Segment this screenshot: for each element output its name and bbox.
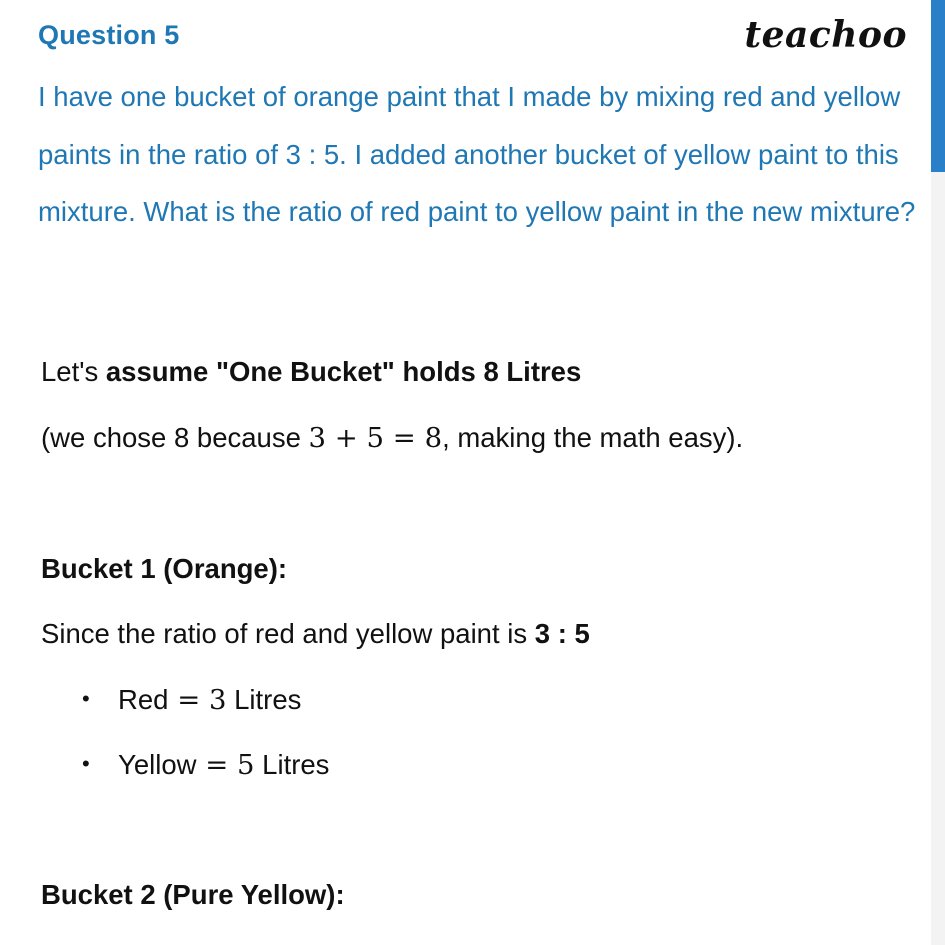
assumption-line [41, 356, 581, 388]
reason-prefix: (we chose 8 because [41, 422, 309, 453]
reason-math: 3 + 5 = 8 [308, 422, 443, 454]
ratio-bold: 3 : 5 [534, 618, 590, 649]
bullet-dot-icon: • [82, 751, 90, 776]
bullet-red-label: Red [118, 684, 169, 715]
reason-line [41, 422, 743, 454]
bullet-yellow-label: Yellow [118, 749, 197, 780]
bullet-red-unit: Litres [226, 684, 302, 715]
bucket1-heading: Bucket 1 (Orange): [41, 553, 288, 584]
assumption-prefix: Let's [41, 356, 106, 387]
question-title: Question 5 [38, 20, 180, 50]
bullet-yellow-unit: Litres [254, 749, 330, 780]
ratio-prefix: Since the ratio of red and yellow paint is [41, 618, 535, 649]
brand-logo: teachoo [744, 14, 907, 56]
scrollbar-track[interactable] [931, 0, 945, 945]
bullet-dot-icon: • [82, 686, 90, 711]
assumption-bold: assume "One Bucket" holds 8 Litres [105, 356, 582, 387]
scrollbar-thumb[interactable] [931, 0, 945, 172]
bullet-red-math: = 3 [168, 684, 227, 716]
bullet-red [82, 684, 301, 716]
bullet-yellow [82, 749, 329, 781]
reason-suffix: , making the math easy). [442, 422, 744, 453]
bucket2-heading: Bucket 2 (Pure Yellow): [41, 879, 345, 910]
bullet-yellow-math: = 5 [196, 749, 255, 781]
question-text: I have one bucket of orange paint that I made by mixing red and yellow paints in the ratio of 3 : 5. I added another bucket of yellow paint to this mixture. What is the ratio of red paint to yellow paint in the new mixture? [38, 81, 916, 227]
ratio-line [41, 618, 590, 650]
